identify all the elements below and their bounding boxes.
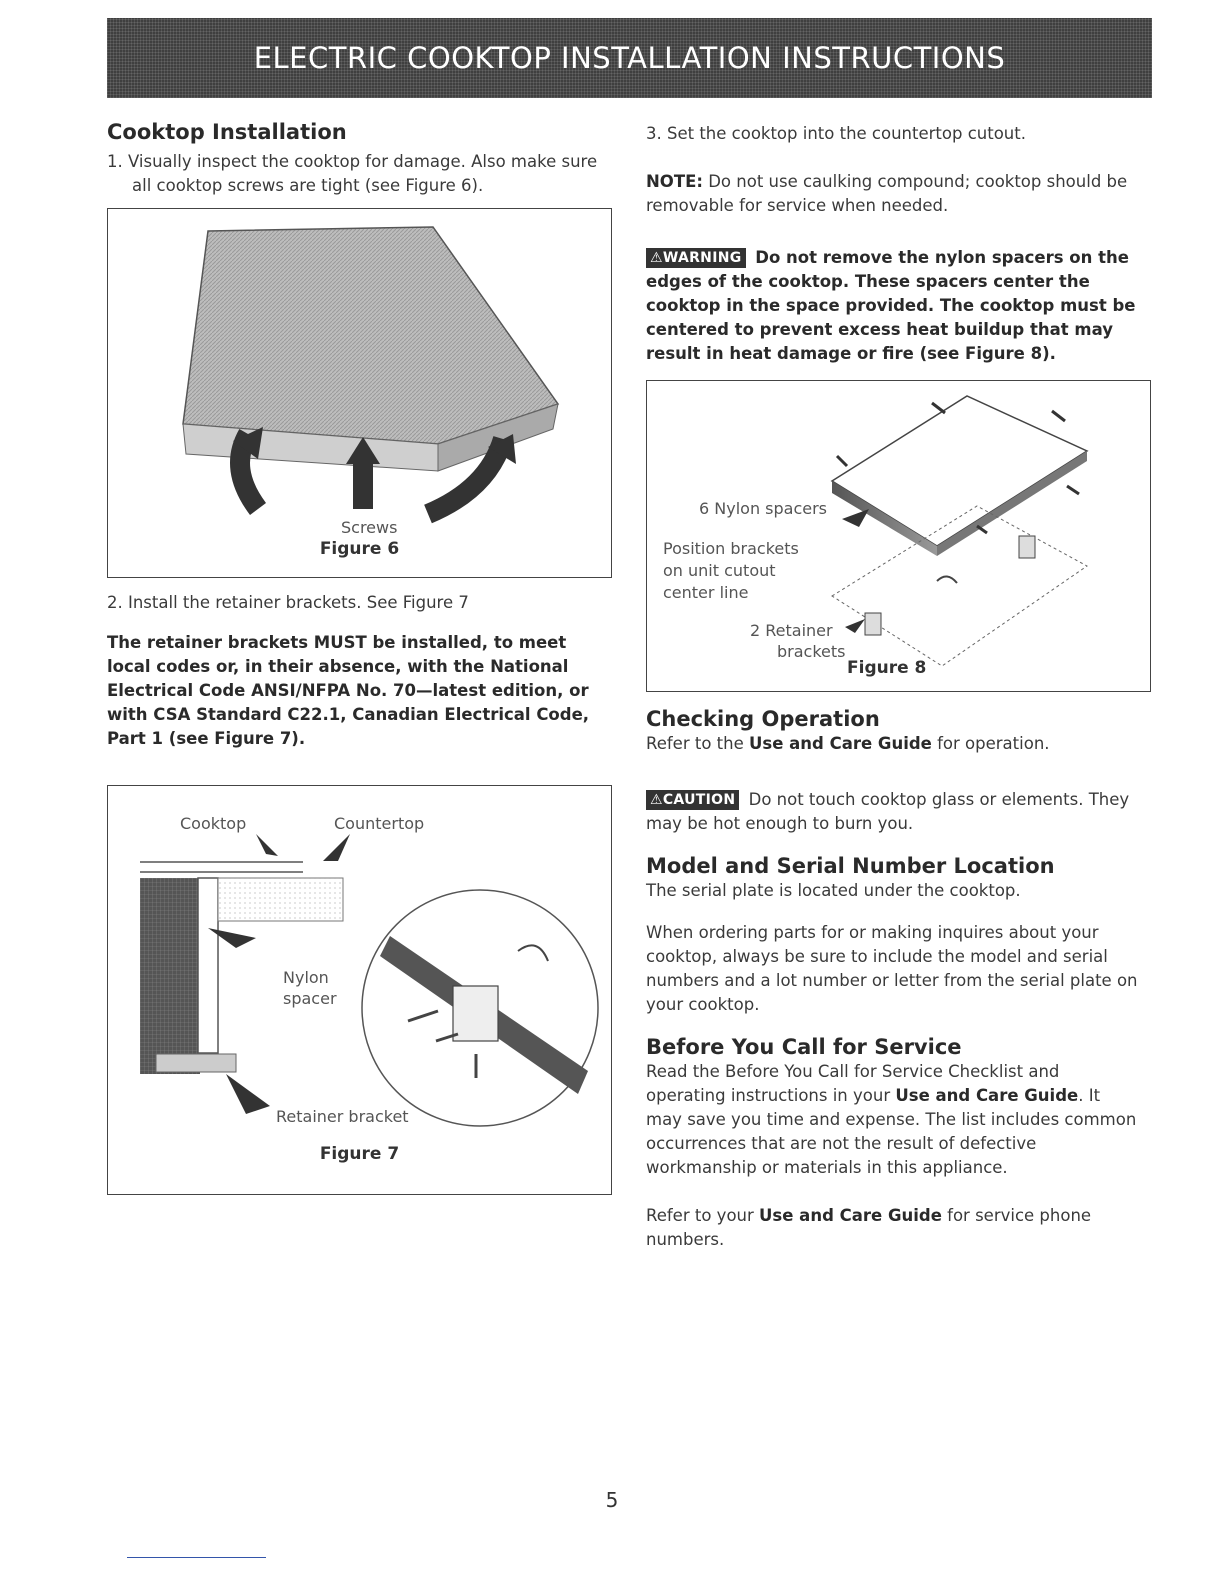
warning-badge: ⚠WARNING bbox=[646, 248, 746, 268]
retainer-brackets-label-1: 2 Retainer bbox=[750, 621, 833, 640]
position-brackets-label-1: Position brackets bbox=[663, 539, 799, 558]
caution-paragraph bbox=[646, 788, 1141, 836]
cooktop-glass-top bbox=[183, 227, 558, 444]
cabinet-base bbox=[156, 1054, 236, 1072]
note-label: NOTE: bbox=[646, 172, 703, 191]
checking-operation-text bbox=[646, 732, 1151, 756]
model-serial-para-2: When ordering parts for or making inquires about your cooktop, always be sure to include the model and serial numbers and a lot number or letter from the serial plate on your cooktop. bbox=[646, 923, 1138, 1014]
note-paragraph bbox=[646, 170, 1141, 218]
cooktop-label: Cooktop bbox=[180, 814, 247, 833]
figure-8-illustration bbox=[647, 381, 1149, 690]
model-serial-heading: Model and Serial Number Location bbox=[646, 854, 1055, 878]
checking-text-after: for operation. bbox=[937, 734, 1050, 753]
use-and-care-guide-ref-2: Use and Care Guide bbox=[895, 1086, 1079, 1105]
before-service-para-2 bbox=[646, 1204, 1141, 1252]
cooktop-pointer-arrow bbox=[256, 834, 278, 856]
figure-7-illustration bbox=[108, 786, 610, 1193]
caution-badge: ⚠CAUTION bbox=[646, 790, 739, 810]
retainer-requirement-text: The retainer brackets MUST be installed, to meet local codes or, in their absence, with the National Electrical Code ANSI/NFPA No. 70—latest edition, or with CSA Standard C22.1, Canadian Electrical Code, Part 1 (see Figure 7). bbox=[107, 633, 590, 748]
nylon-spacers-label: 6 Nylon spacers bbox=[699, 499, 828, 518]
figure-8 bbox=[646, 380, 1151, 692]
before-service-heading: Before You Call for Service bbox=[646, 1035, 962, 1059]
screws-label: Screws bbox=[341, 518, 398, 537]
spacer-label: spacer bbox=[283, 989, 337, 1008]
model-serial-para-1: The serial plate is located under the cooktop. bbox=[646, 881, 1021, 900]
warning-text: Do not remove the nylon spacers on the edges of the cooktop. These spacers center the cooktop in the space provided. The cooktop must be centered to prevent excess heat buildup that may result in heat damage or fire (see Figure 8). bbox=[646, 248, 1136, 363]
before-service-para-1 bbox=[646, 1060, 1141, 1180]
figure-7-caption: Figure 7 bbox=[319, 1144, 400, 1164]
caution-text: Do not touch cooktop glass or elements. They may be hot enough to burn you. bbox=[646, 790, 1130, 833]
figure-7 bbox=[107, 785, 612, 1195]
header-banner bbox=[107, 18, 1152, 98]
fig8-cooktop-top bbox=[832, 396, 1087, 546]
figure-8-caption: Figure 8 bbox=[847, 658, 927, 678]
detail-bracket bbox=[453, 986, 498, 1041]
nylon-label: Nylon bbox=[283, 968, 329, 987]
service-para2-before: Refer to your bbox=[646, 1206, 754, 1225]
step-1-text: 1. Visually inspect the cooktop for damage. Also make sure all cooktop screws are tight (see Figure 6). bbox=[107, 152, 598, 195]
countertop-section bbox=[218, 878, 343, 921]
use-and-care-guide-ref-1: Use and Care Guide bbox=[749, 734, 932, 753]
position-brackets-label-2: on unit cutout bbox=[663, 561, 776, 580]
cabinet-side bbox=[140, 878, 200, 1074]
step-3-text: 3. Set the cooktop into the countertop cutout. bbox=[646, 124, 1026, 143]
checking-operation-heading: Checking Operation bbox=[646, 707, 880, 731]
cooktop-installation-heading: Cooktop Installation bbox=[107, 120, 347, 144]
page-title: ELECTRIC COOKTOP INSTALLATION INSTRUCTIONS bbox=[253, 41, 1006, 75]
service-para2-after: for service phone numbers. bbox=[646, 1206, 1092, 1249]
fig8-spacer-arrow bbox=[842, 509, 869, 527]
figure-6-caption: Figure 6 bbox=[319, 539, 400, 559]
retainer-bracket-arrow bbox=[226, 1074, 270, 1114]
fig8-bracket-left bbox=[865, 613, 881, 635]
retainer-bracket-label: Retainer bracket bbox=[276, 1107, 409, 1126]
countertop-label: Countertop bbox=[334, 814, 425, 833]
footer-rule bbox=[127, 1557, 266, 1558]
use-and-care-guide-ref-3: Use and Care Guide bbox=[759, 1206, 942, 1225]
fig8-bracket-right bbox=[1019, 536, 1035, 558]
service-para1-before: Read the Before You Call for Service Checklist and operating instructions in your bbox=[646, 1062, 1060, 1105]
warning-paragraph bbox=[646, 246, 1146, 366]
step-2-text: 2. Install the retainer brackets. See Figure 7 bbox=[107, 593, 469, 612]
right-column bbox=[646, 120, 1151, 1252]
page-number: 5 bbox=[605, 1488, 619, 1512]
figure-6 bbox=[107, 208, 612, 578]
left-column bbox=[107, 120, 612, 1195]
checking-text-before: Refer to the bbox=[646, 734, 744, 753]
service-para1-after: . It may save you time and expense. The list includes common occurrences that are not the result of defective workmanship or materials in this appliance. bbox=[646, 1086, 1137, 1177]
countertop-pointer-arrow bbox=[323, 834, 350, 861]
fig8-bracket-arrow bbox=[845, 619, 865, 633]
cabinet-wall bbox=[198, 878, 218, 1053]
position-brackets-label-3: center line bbox=[663, 583, 749, 602]
retainer-brackets-label-2: brackets bbox=[777, 642, 846, 661]
note-text: Do not use caulking compound; cooktop should be removable for service when needed. bbox=[646, 172, 1128, 215]
